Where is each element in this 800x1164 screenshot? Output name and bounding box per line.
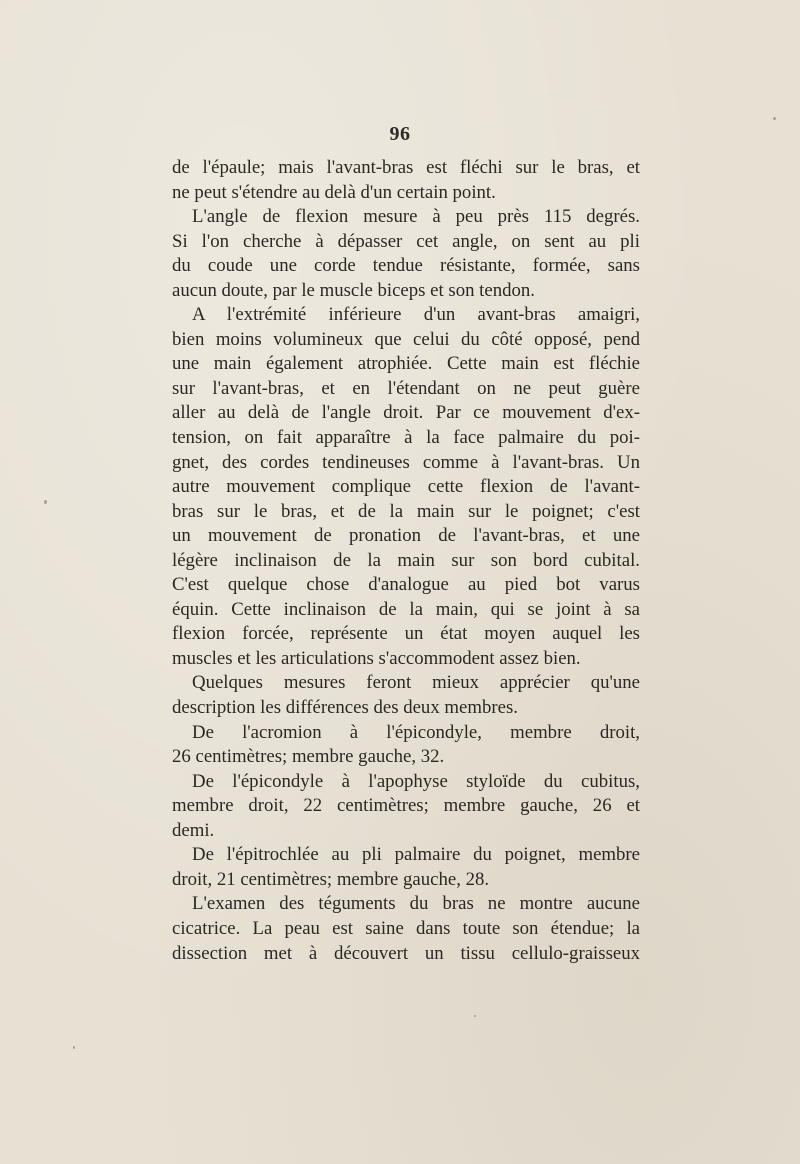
text-line: L'angle de flexion mesure à peu près 115 degrés.	[192, 206, 640, 228]
text-line: dissection met à découvert un tissu cellulo-graisseux	[172, 942, 640, 964]
body-text	[172, 156, 640, 966]
text-line: Si l'on cherche à dépasser cet angle, on sent au pli	[172, 230, 640, 252]
text-line: L'examen des téguments du bras ne montre aucune	[192, 893, 640, 915]
text-line: droit, 21 centimètres; membre gauche, 28.	[172, 868, 490, 890]
page-number: 96	[389, 123, 411, 145]
text-line: une main également atrophiée. Cette main est fléchie	[172, 353, 640, 375]
text-line: autre mouvement complique cette flexion de l'avant-	[172, 476, 640, 498]
paper-speck	[73, 1046, 75, 1049]
text-line: A l'extrémité inférieure d'un avant-bras amaigri,	[192, 304, 640, 326]
text-line: C'est quelque chose d'analogue au pied bot varus	[172, 574, 640, 596]
text-line: un mouvement de pronation de l'avant-bras, et une	[172, 525, 640, 547]
text-line: légère inclinaison de la main sur son bord cubital.	[172, 549, 640, 571]
text-line: bien moins volumineux que celui du côté opposé, pend	[172, 328, 640, 350]
text-line: demi.	[172, 819, 215, 841]
text-line: aucun doute, par le muscle biceps et son tendon.	[172, 279, 535, 301]
text-line: ne peut s'étendre au delà d'un certain point.	[172, 181, 496, 203]
paper-speck	[44, 500, 47, 504]
text-line: De l'acromion à l'épicondyle, membre droit,	[192, 721, 640, 743]
paper-speck	[773, 117, 776, 120]
text-line: De l'épitrochlée au pli palmaire du poignet, membre	[192, 844, 640, 866]
text-line: cicatrice. La peau est saine dans toute son étendue; la	[172, 917, 640, 939]
text-line: bras sur le bras, et de la main sur le poignet; c'est	[172, 500, 640, 522]
text-line: muscles et les articulations s'accommodent assez bien.	[172, 647, 581, 669]
text-line: 26 centimètres; membre gauche, 32.	[172, 746, 445, 768]
text-line: membre droit, 22 centimètres; membre gauche, 26 et	[172, 795, 640, 817]
text-line: De l'épicondyle à l'apophyse styloïde du cubitus,	[192, 770, 640, 792]
text-line: du coude une corde tendue résistante, formée, sans	[172, 255, 640, 277]
paper-speck	[474, 1015, 476, 1017]
text-line: flexion forcée, représente un état moyen auquel les	[172, 623, 640, 645]
text-line: Quelques mesures feront mieux apprécier qu'une	[192, 672, 640, 694]
text-line: description les différences des deux membres.	[172, 697, 518, 719]
text-line: gnet, des cordes tendineuses comme à l'avant-bras. Un	[172, 451, 640, 473]
text-line: tension, on fait apparaître à la face palmaire du poi-	[172, 427, 640, 449]
text-line: équin. Cette inclinaison de la main, qui se joint à sa	[172, 598, 640, 620]
text-line: de l'épaule; mais l'avant-bras est fléchi sur le bras, et	[172, 157, 640, 178]
text-line: sur l'avant-bras, et en l'étendant on ne peut guère	[172, 377, 640, 399]
text-line: aller au delà de l'angle droit. Par ce mouvement d'ex-	[172, 402, 640, 424]
